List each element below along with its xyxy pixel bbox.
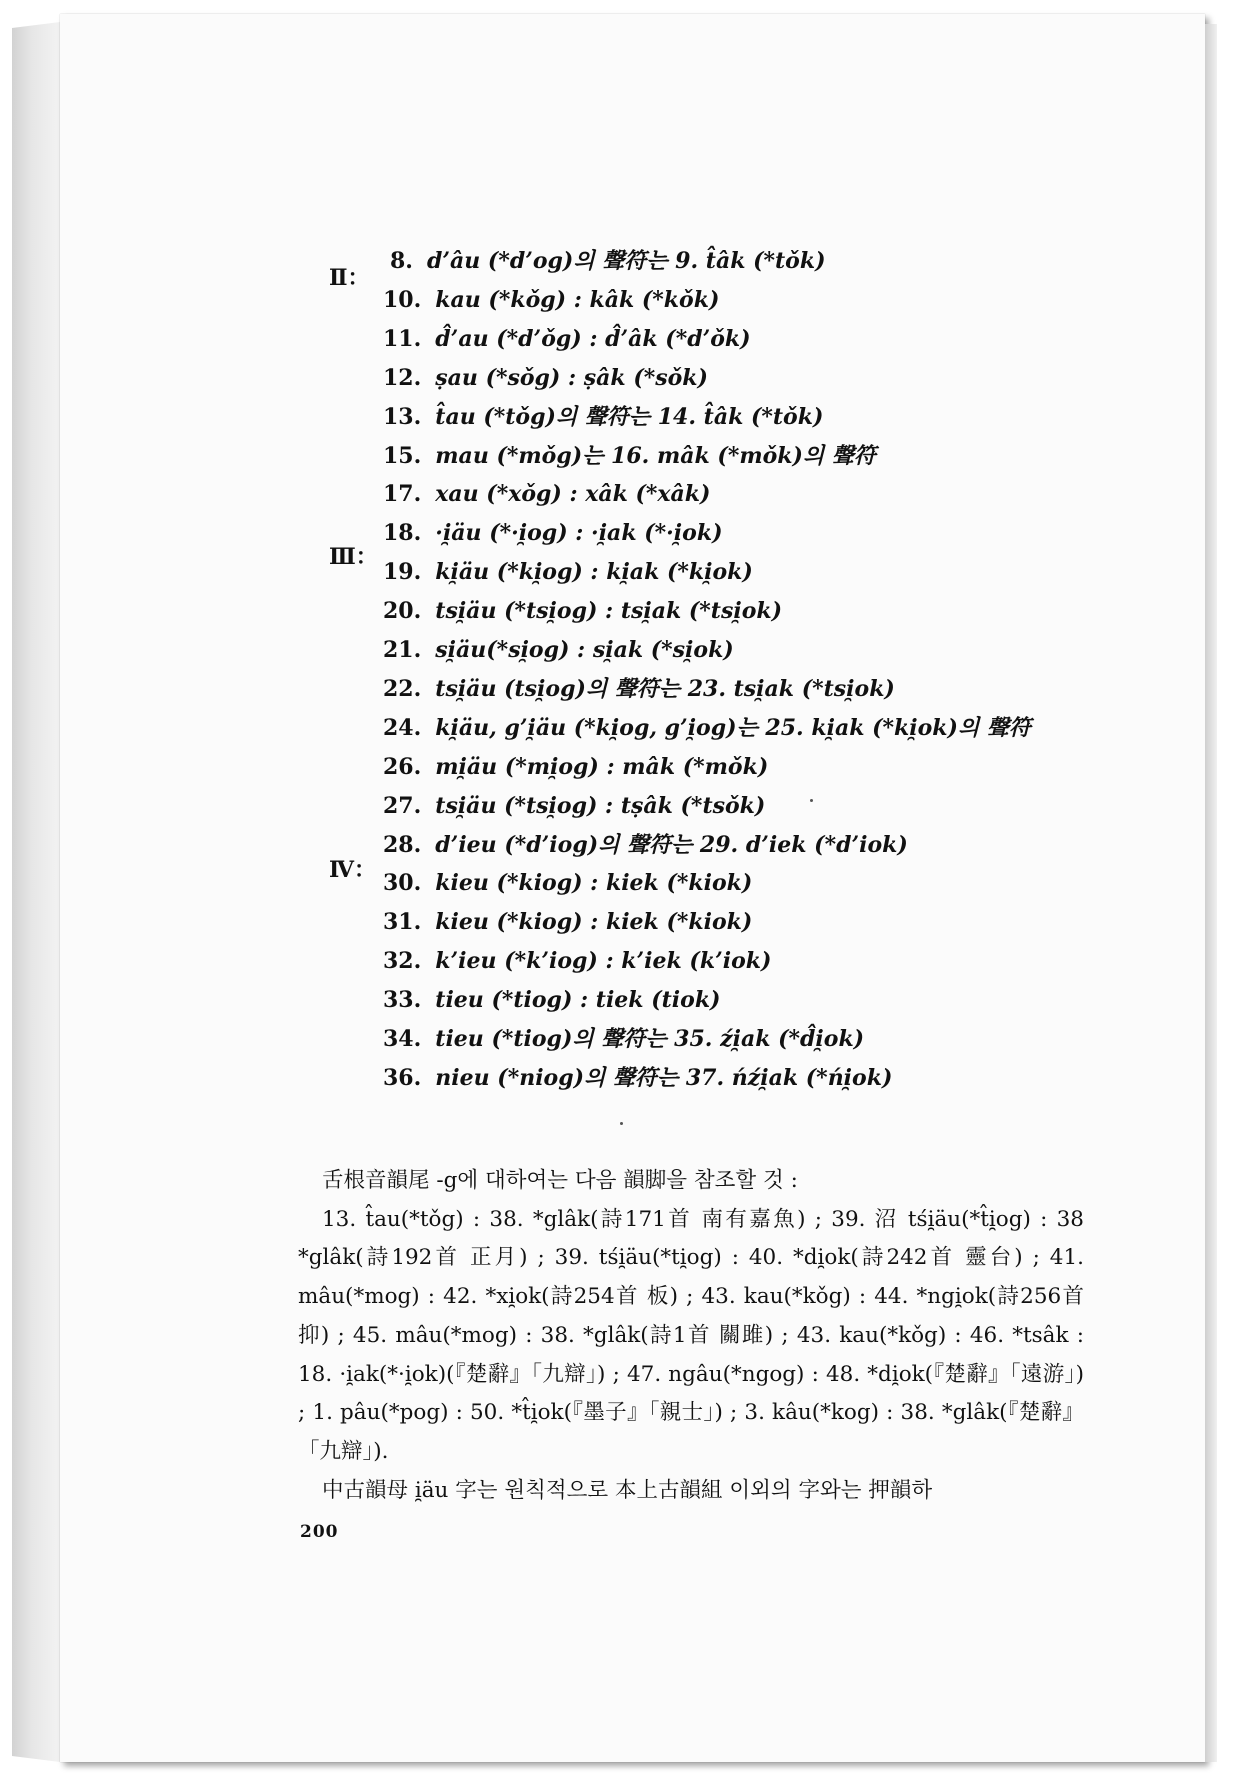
entry-text: mi̯äu (*mi̯og) : mâk (*mǒk): [435, 753, 769, 780]
entry-line: [383, 1063, 892, 1094]
entry-number: 28.: [383, 831, 422, 858]
entry-number: 12.: [383, 364, 422, 391]
entry-text: kieu (*kiog) : kiek (*kiok): [435, 909, 753, 936]
section-marker-iv: Ⅳ：: [329, 857, 376, 883]
entry-line: [383, 363, 708, 394]
entry-line: [383, 907, 752, 938]
book-spine: [12, 22, 60, 1762]
paragraph-intro: 舌根音韻尾 -g에 대하여는 다음 韻脚을 참조할 것 :: [322, 1168, 798, 1193]
entry-line: [383, 518, 722, 549]
entry-text: k’ieu (*k’iog) : k’iek (k’iok): [435, 948, 772, 975]
entry-line: [383, 791, 765, 822]
entry-number: 22.: [383, 675, 422, 702]
entry-line: [383, 674, 895, 705]
entry-text: ·i̯äu (*·i̯og) : ·i̯ak (*·i̯ok): [435, 520, 723, 547]
entry-number: 8.: [390, 248, 413, 274]
paragraph-rhymes: 13. t̂au(*tǒg) : 38. *glâk(詩171首 南有嘉魚) ; 39. 沼 tśi̯äu(*t̂i̯og) : 38 *glâk(詩192首 正月) ; 39. tśi̯äu(*ti̯og) : 40. *di̯ok(詩242首 靈台) ; 41. mâu(*mog) : 42. *xi̯ok(詩254首 板) ; 43. kau(*kǒg) : 44. *ngi̯ok(詩256首 抑) ; 45. mâu(*mog) : 38. *glâk(詩1首 關雎) ; 43. kau(*kǒg) : 46. *tsâk : 18. ·i̯ak(*·i̯ok)(『楚辭』「九辯」) ; 47. ngâu(*ngog) : 48. *di̯ok(『楚辭』「遠游」) ; 1. pâu(*pog) : 50. *t̂i̯ok(『墨子』「親士」) ; 3. kâu(*kog) : 38. *glâk(『楚辭』「九辯」).: [298, 1206, 1084, 1464]
entry-line: [383, 1024, 864, 1055]
entry-line: [383, 557, 753, 588]
entry-number: 26.: [383, 753, 422, 780]
entry-text: mau (*mǒg)는 16. mâk (*mǒk)의 聲符: [435, 442, 876, 469]
entry-number: 32.: [383, 948, 422, 975]
entry-text: ki̯äu (*ki̯og) : ki̯ak (*ki̯ok): [435, 559, 753, 586]
entry-line: [383, 596, 782, 627]
entry-line: [390, 246, 826, 277]
entry-text: tieu (*tiog) : tiek (tiok): [435, 987, 721, 1014]
entry-line: [383, 479, 710, 510]
section-marker-ii: Ⅱ：: [329, 265, 370, 291]
entry-number: 17.: [383, 481, 422, 508]
page-content: [60, 14, 1205, 1762]
entry-number: 21.: [383, 637, 422, 663]
entry-text: kau (*kǒg) : kâk (*kǒk): [435, 286, 720, 313]
entry-line: [383, 285, 719, 316]
entry-number: 33.: [383, 987, 422, 1014]
page: [60, 14, 1205, 1762]
entry-line: [383, 441, 876, 472]
speck: [620, 1122, 623, 1125]
entry-text: tsi̯äu (*tsi̯og) : tṣâk (*tsǒk): [435, 792, 766, 819]
body-text: [298, 1162, 1084, 1510]
entry-number: 19.: [383, 559, 422, 586]
entry-text: d’ieu (*d’iog)의 聲符는 29. d’iek (*d’iok): [435, 831, 908, 858]
entry-text: tieu (*tiog)의 聲符는 35. źi̯ak (*d̂i̯ok): [435, 1026, 865, 1052]
entry-number: 24.: [383, 714, 422, 741]
entry-line: [383, 868, 752, 899]
entry-text: ki̯äu, g’i̯äu (*ki̯og, g’i̯og)는 25. ki̯ak (*ki̯ok)의 聲符: [435, 714, 1031, 741]
entry-text: tsi̯äu (*tsi̯og) : tsi̯ak (*tsi̯ok): [435, 598, 783, 625]
entry-number: 15.: [383, 442, 422, 469]
entry-line: [383, 985, 720, 1016]
entry-text: d’âu (*d’og)의 聲符는 9. t̂âk (*tǒk): [426, 248, 826, 274]
entry-text: d̂’au (*d’ǒg) : d̂’âk (*d’ǒk): [435, 325, 751, 352]
entry-number: 31.: [383, 909, 422, 936]
entry-number: 27.: [383, 792, 422, 819]
entry-number: 13.: [383, 403, 422, 430]
entry-text: ṣau (*sǒg) : ṣâk (*sǒk): [435, 364, 708, 391]
entry-text: si̯äu(*si̯og) : si̯ak (*si̯ok): [435, 637, 734, 663]
entry-line: [383, 830, 908, 861]
entry-line: [383, 713, 1031, 744]
page-number: 200: [300, 1522, 339, 1542]
entry-text: t̂au (*tǒg)의 聲符는 14. t̂âk (*tǒk): [435, 403, 824, 430]
entry-number: 10.: [383, 286, 422, 313]
speck: [810, 799, 813, 802]
book: [12, 14, 1217, 1762]
entry-text: xau (*xǒg) : xâk (*xâk): [435, 481, 711, 508]
entry-line: [383, 635, 734, 666]
entry-line: [383, 946, 771, 977]
section-marker-iii: Ⅲ：: [329, 544, 378, 570]
entry-line: [383, 324, 751, 355]
entry-number: 18.: [383, 520, 422, 547]
entry-number: 34.: [383, 1026, 422, 1052]
entry-line: [383, 752, 768, 783]
entry-text: tsi̯äu (tsi̯og)의 聲符는 23. tsi̯ak (*tsi̯ok): [435, 675, 895, 702]
entry-number: 11.: [383, 325, 422, 352]
entry-text: nieu (*niog)의 聲符는 37. ńźi̯ak (*ńi̯ok): [435, 1064, 893, 1091]
entry-line: [383, 402, 823, 433]
page-edge: [1205, 24, 1217, 1762]
entry-number: 30.: [383, 870, 422, 897]
paragraph-next: 中古韻母 i̯äu 字는 원칙적으로 本上古韻組 이외의 字와는 押韻하: [322, 1477, 933, 1503]
entry-number: 36.: [383, 1064, 422, 1091]
entry-number: 20.: [383, 598, 422, 625]
entry-text: kieu (*kiog) : kiek (*kiok): [435, 870, 753, 897]
